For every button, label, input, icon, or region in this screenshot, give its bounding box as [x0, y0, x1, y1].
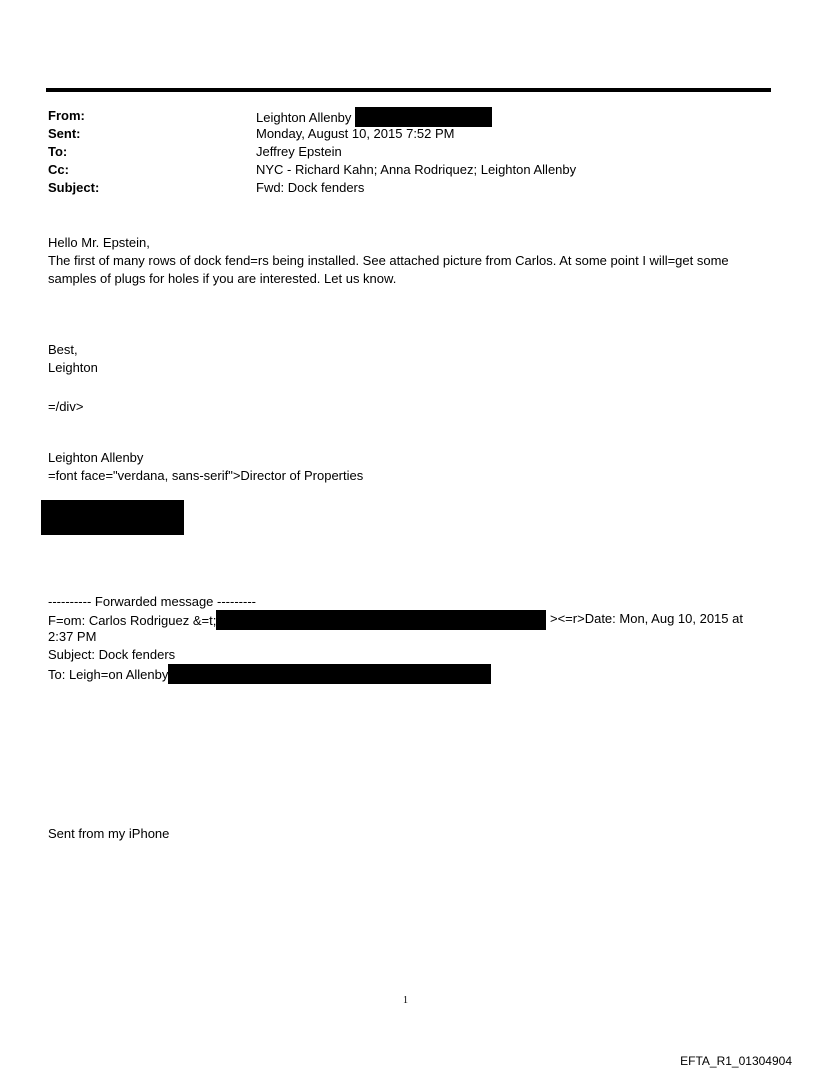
forward-time: 2:37 PM [48, 629, 97, 644]
to-row [48, 143, 768, 161]
forward-to-prefix: To: Leigh=on Allenby [48, 667, 169, 682]
sent-value: Monday, August 10, 2015 7:52 PM [256, 126, 455, 141]
forward-separator: ---------- Forwarded message --------- [48, 594, 256, 609]
forward-from-line [48, 610, 546, 630]
subject-row [48, 179, 768, 197]
signoff-name: Leighton [48, 360, 98, 375]
from-label: From: [48, 108, 85, 123]
forward-from-prefix: F=om: Carlos Rodriguez &=t; [48, 613, 217, 628]
to-value: Jeffrey Epstein [256, 144, 342, 159]
html-artifact: =/div> [48, 399, 84, 414]
from-name: Leighton Allenby [256, 110, 352, 125]
signature-name: Leighton Allenby [48, 450, 144, 465]
signature-redaction [41, 500, 184, 535]
cc-value: NYC - Richard Kahn; Anna Rodriquez; Leighton Allenby [256, 162, 577, 177]
cc-label: Cc: [48, 162, 69, 177]
cc-row [48, 161, 768, 179]
body-paragraph: The first of many rows of dock fend=rs being installed. See attached picture from Carlos. At some point I will=get some samples of plugs for holes if you are interested. Let us know. [48, 253, 729, 286]
sent-label: Sent: [48, 126, 81, 141]
redaction-box [355, 107, 492, 127]
signature-title: =font face="verdana, sans-serif">Director of Properties [48, 468, 364, 483]
from-value [256, 107, 492, 127]
header-rule [46, 88, 771, 92]
sent-from-iphone: Sent from my iPhone [48, 826, 170, 841]
redaction-box [216, 610, 546, 630]
forward-to-line [48, 664, 491, 684]
sent-row [48, 125, 768, 143]
subject-value: Fwd: Dock fenders [256, 180, 365, 195]
to-label: To: [48, 144, 68, 159]
subject-label: Subject: [48, 180, 100, 195]
forward-subject: Subject: Dock fenders [48, 647, 176, 662]
page-number: 1 [403, 995, 408, 1006]
from-row [48, 107, 768, 125]
closing: Best, [48, 342, 78, 357]
redaction-box [168, 664, 491, 684]
forward-date-line: ><=r>Date: Mon, Aug 10, 2015 at [550, 611, 743, 626]
greeting: Hello Mr. Epstein, [48, 235, 150, 250]
document-id: EFTA_R1_01304904 [680, 1054, 792, 1068]
